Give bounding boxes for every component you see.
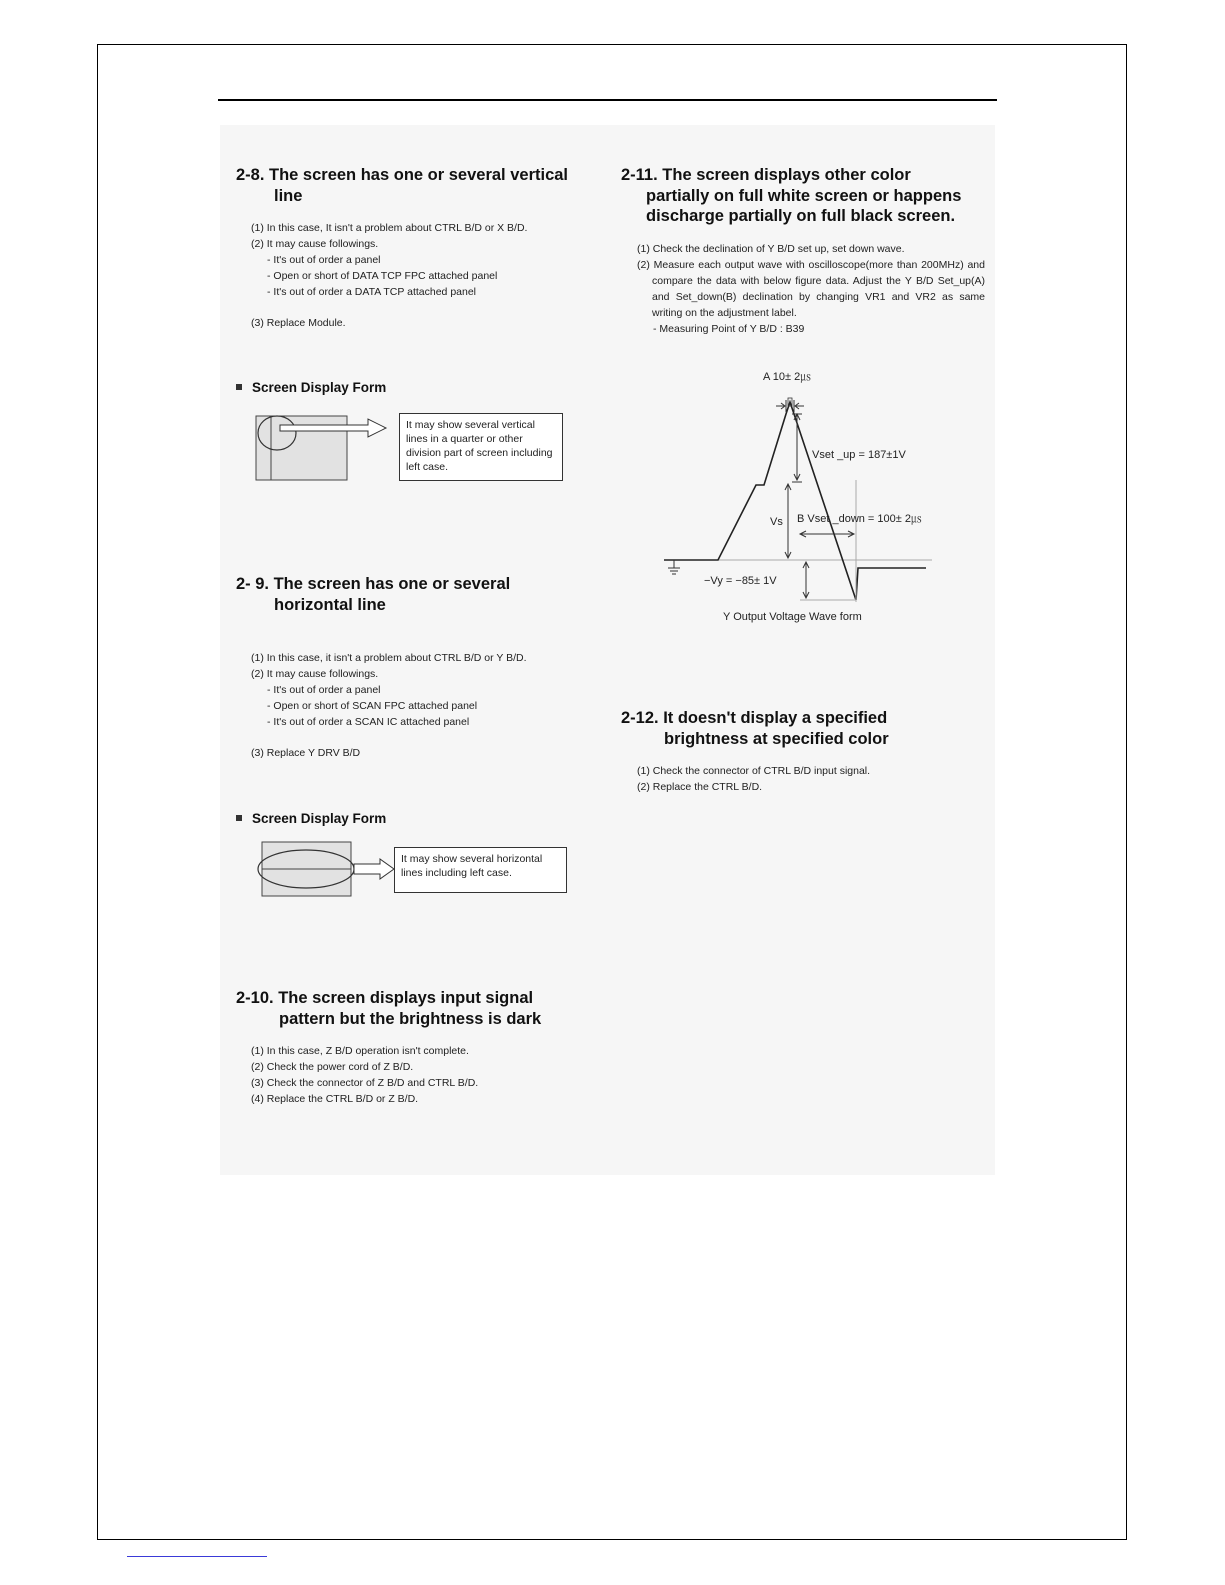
list-item: (2) It may cause followings.	[251, 668, 379, 680]
list-item: - It's out of order a panel	[267, 684, 381, 696]
label-vs: Vs	[770, 516, 783, 528]
section-2-9-title	[236, 574, 510, 615]
section-2-9-list	[251, 650, 527, 761]
list-item: (2) It may cause followings.	[251, 238, 379, 250]
section-2-12-title	[621, 708, 889, 749]
title-line: partially on full white screen or happens	[646, 186, 962, 205]
list-item: (3) Replace Module.	[251, 317, 346, 329]
section-2-8-list	[251, 220, 527, 331]
bullet-icon	[236, 384, 242, 390]
list-item: - It's out of order a DATA TCP attached panel	[267, 286, 477, 298]
list-item: (1) In this case, Z B/D operation isn't complete.	[251, 1045, 469, 1057]
list-item: - It's out of order a SCAN IC attached panel	[267, 716, 470, 728]
list-item: (1) In this case, it isn't a problem about CTRL B/D or Y B/D.	[251, 652, 527, 664]
title-line: 2-8. The screen has one or several vertical	[236, 166, 569, 184]
label-vset-up: Vset _up = 187±1V	[812, 449, 906, 461]
title-line: horizontal line	[274, 595, 386, 614]
section-2-12-list	[637, 763, 870, 795]
form-label-text: Screen Display Form	[252, 380, 387, 395]
vertical-line-callout: It may show several vertical lines in a quarter or other division part of screen including left case.	[399, 413, 563, 481]
section-2-11-list	[637, 241, 985, 337]
title-line: line	[274, 186, 303, 205]
list-item: (2) Measure each output wave with oscilloscope(more than 200MHz) and compare the data with below figure data. Adjust the Y B/D Set_up(A) and Set_down(B) declination by changing VR1 and VR2 as same writing on the adjustment label.	[637, 259, 985, 319]
screen-display-form-label	[236, 380, 386, 395]
list-item: (3) Check the connector of Z B/D and CTRL B/D.	[251, 1077, 479, 1089]
title-line: pattern but the brightness is dark	[279, 1009, 542, 1028]
list-item: - Open or short of SCAN FPC attached panel	[267, 700, 478, 712]
list-item: (1) Check the declination of Y B/D set up, set down wave.	[637, 243, 905, 255]
list-item: (2) Replace the CTRL B/D.	[637, 781, 763, 793]
title-line: 2-11. The screen displays other color	[621, 166, 911, 184]
figure-caption: Y Output Voltage Wave form	[723, 611, 862, 623]
header-rule	[218, 99, 997, 101]
y-output-wave-figure	[660, 362, 980, 627]
waveform-line	[664, 402, 926, 600]
list-item: (4) Replace the CTRL B/D or Z B/D.	[251, 1093, 419, 1105]
horizontal-line-screen-diagram	[252, 838, 397, 900]
form-label-text: Screen Display Form	[252, 811, 387, 826]
list-item: - Open or short of DATA TCP FPC attached panel	[267, 270, 498, 282]
section-2-8-title	[236, 165, 568, 206]
list-item: (2) Check the power cord of Z B/D.	[251, 1061, 414, 1073]
title-line: 2- 9. The screen has one or several	[236, 575, 511, 593]
title-line: discharge partially on full black screen.	[646, 207, 956, 225]
list-item: (3) Replace Y DRV B/D	[251, 747, 361, 759]
horizontal-line-callout: It may show several horizontal lines including left case.	[394, 847, 567, 893]
vertical-line-screen-diagram	[250, 408, 400, 484]
title-line: brightness at specified color	[664, 729, 889, 748]
section-2-10-list	[251, 1043, 478, 1107]
section-2-11-title	[621, 165, 961, 227]
label-a: A 10± 2㎲	[763, 371, 812, 383]
screen-display-form-label	[236, 811, 386, 826]
footer-link-underline	[127, 1556, 267, 1557]
title-line: 2-12. It doesn't display a specified	[621, 709, 888, 727]
section-2-10-title	[236, 988, 541, 1029]
bullet-icon	[236, 815, 242, 821]
label-vy: −Vy = −85± 1V	[704, 575, 777, 587]
list-item: - It's out of order a panel	[267, 254, 381, 266]
list-item: (1) Check the connector of CTRL B/D input signal.	[637, 765, 871, 777]
label-b-vset-down: B Vset _down = 100± 2㎲	[797, 513, 922, 525]
title-line: 2-10. The screen displays input signal	[236, 989, 534, 1007]
list-item: - Measuring Point of Y B/D : B39	[653, 323, 805, 335]
list-item: (1) In this case, It isn't a problem about CTRL B/D or X B/D.	[251, 222, 528, 234]
